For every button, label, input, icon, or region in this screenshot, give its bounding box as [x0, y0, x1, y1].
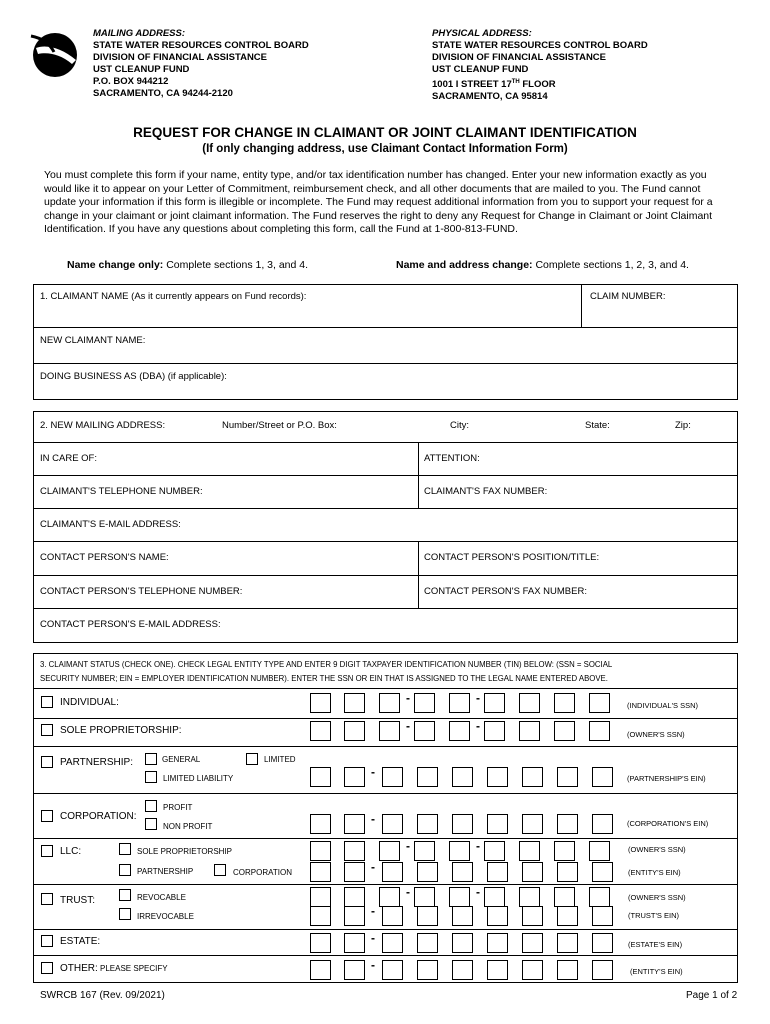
tin-digit-box[interactable]	[452, 960, 473, 980]
claimant-fax-field[interactable]: CLAIMANT'S FAX NUMBER:	[424, 486, 548, 497]
page-number: Page 1 of 2	[686, 990, 738, 1001]
city-field[interactable]: City:	[450, 420, 469, 431]
attention-field[interactable]: ATTENTION:	[424, 453, 480, 464]
tin-digit-box[interactable]	[452, 906, 473, 926]
revocable-label: REVOCABLE	[137, 893, 186, 902]
instruction-text: Complete sections 1, 2, 3, and 4.	[532, 259, 689, 271]
tin-digit-box[interactable]	[310, 906, 331, 926]
profit-label: PROFIT	[163, 803, 193, 812]
tin-digit-box[interactable]	[449, 693, 470, 713]
tin-digit-box[interactable]	[592, 862, 613, 882]
form-title: REQUEST FOR CHANGE IN CLAIMANT OR JOINT CLAIMANT IDENTIFICATION	[133, 125, 637, 140]
contact-title-field[interactable]: CONTACT PERSON'S POSITION/TITLE:	[424, 552, 600, 563]
tin-digit-box[interactable]	[417, 906, 438, 926]
physical-line: UST CLEANUP FUND	[432, 64, 529, 75]
new-mailing-address-field[interactable]: 2. NEW MAILING ADDRESS:	[40, 420, 166, 431]
tin-digit-box[interactable]	[379, 841, 400, 861]
tin-separator: -	[476, 719, 480, 733]
general-label: GENERAL	[162, 755, 201, 764]
tin-digit-box[interactable]	[417, 933, 438, 953]
tin-digit-box[interactable]	[557, 960, 578, 980]
tin-digit-box[interactable]	[487, 933, 508, 953]
tin-digit-box[interactable]	[344, 906, 365, 926]
state-board-logo	[28, 26, 82, 80]
tin-separator: -	[406, 719, 410, 733]
tin-digit-box[interactable]	[344, 721, 365, 741]
other-checkbox[interactable]	[41, 962, 53, 974]
tin-separator: -	[406, 885, 410, 899]
tin-digit-box[interactable]	[382, 906, 403, 926]
tin-digit-box[interactable]	[310, 814, 331, 834]
tin-digit-box[interactable]	[557, 767, 578, 787]
tin-digit-box[interactable]	[557, 933, 578, 953]
trust-label: TRUST:	[60, 895, 95, 906]
tin-digit-box[interactable]	[589, 841, 610, 861]
tin-separator: -	[371, 860, 375, 874]
limited-liability-checkbox[interactable]	[145, 771, 157, 783]
tin-digit-box[interactable]	[414, 841, 435, 861]
partnership-label: PARTNERSHIP:	[60, 757, 133, 768]
tin-digit-box[interactable]	[382, 814, 403, 834]
street-field[interactable]: Number/Street or P.O. Box:	[222, 420, 337, 431]
tin-digit-box[interactable]	[310, 933, 331, 953]
tin-digit-box[interactable]	[310, 693, 331, 713]
tin-digit-box[interactable]	[487, 862, 508, 882]
limited-liability-label: LIMITED LIABILITY	[163, 774, 234, 783]
tin-digit-box[interactable]	[344, 693, 365, 713]
tin-digit-box[interactable]	[452, 862, 473, 882]
partnership-checkbox[interactable]	[41, 756, 53, 768]
instruction-text: Complete sections 1, 3, and 4.	[163, 259, 309, 271]
tin-digit-box[interactable]	[592, 767, 613, 787]
physical-line: SACRAMENTO, CA 95814	[432, 91, 548, 103]
section-3-heading	[40, 658, 612, 686]
llc-checkbox[interactable]	[41, 845, 53, 857]
tin-separator: -	[476, 839, 480, 853]
tin-separator: -	[406, 691, 410, 705]
section-3-line: 3. CLAIMANT STATUS (CHECK ONE). CHECK LEGAL ENTITY TYPE AND ENTER 9 DIGIT TAXPAYER IDENTIFICATION NUMBER (TIN) BELOW: (SSN = SOCIAL	[40, 660, 613, 669]
tin-separator: -	[476, 691, 480, 705]
ssn-note: (INDIVIDUAL'S SSN)	[627, 701, 699, 710]
llc-sole-proprietorship-label: SOLE PROPRIETORSHIP	[137, 847, 232, 856]
tin-separator: -	[406, 839, 410, 853]
ein-note: (CORPORATION'S EIN)	[627, 819, 709, 828]
instruction-name-only	[67, 259, 308, 271]
tin-digit-box[interactable]	[310, 887, 331, 907]
individual-label: INDIVIDUAL:	[60, 697, 119, 708]
tin-digit-box[interactable]	[344, 887, 365, 907]
llc-partnership-label: PARTNERSHIP	[137, 867, 194, 876]
physical-line: STATE WATER RESOURCES CONTROL BOARD	[432, 40, 648, 51]
tin-digit-box[interactable]	[382, 933, 403, 953]
sole-proprietorship-checkbox[interactable]	[41, 724, 53, 736]
tin-digit-box[interactable]	[592, 814, 613, 834]
tin-digit-box[interactable]	[344, 960, 365, 980]
physical-line: DIVISION OF FINANCIAL ASSISTANCE	[432, 52, 607, 63]
ein-note: (ENTITY'S EIN)	[630, 967, 683, 976]
tin-digit-box[interactable]	[417, 862, 438, 882]
tin-separator: -	[476, 885, 480, 899]
tin-digit-box[interactable]	[310, 960, 331, 980]
corporation-label: CORPORATION:	[60, 811, 137, 822]
tin-digit-box[interactable]	[592, 960, 613, 980]
floor-text: FLOOR	[519, 79, 556, 91]
tin-digit-box[interactable]	[344, 841, 365, 861]
tin-digit-box[interactable]	[484, 721, 505, 741]
tin-separator: -	[371, 958, 375, 972]
new-claimant-name-field[interactable]: NEW CLAIMANT NAME:	[40, 335, 146, 346]
llc-sole-proprietorship-checkbox[interactable]	[119, 843, 131, 855]
tin-digit-box[interactable]	[519, 693, 540, 713]
tin-digit-box[interactable]	[554, 841, 575, 861]
tin-digit-box[interactable]	[417, 960, 438, 980]
tin-digit-box[interactable]	[487, 814, 508, 834]
tin-digit-box[interactable]	[310, 721, 331, 741]
tin-digit-box[interactable]	[519, 841, 540, 861]
general-checkbox[interactable]	[145, 753, 157, 765]
tin-digit-box[interactable]	[589, 721, 610, 741]
corporation-checkbox[interactable]	[41, 810, 53, 822]
tin-digit-box[interactable]	[487, 767, 508, 787]
tin-digit-box[interactable]	[382, 862, 403, 882]
mailing-line: DIVISION OF FINANCIAL ASSISTANCE	[93, 52, 268, 63]
tin-digit-box[interactable]	[522, 933, 543, 953]
tin-digit-box[interactable]	[414, 693, 435, 713]
tin-digit-box[interactable]	[484, 693, 505, 713]
limited-checkbox[interactable]	[246, 753, 258, 765]
tin-digit-box[interactable]	[382, 960, 403, 980]
ein-note: (ESTATE'S EIN)	[628, 940, 683, 949]
llc-label: LLC:	[60, 846, 82, 857]
instruction-name-address	[396, 259, 689, 271]
instruction-bold: Name and address change:	[396, 259, 533, 271]
tin-digit-box[interactable]	[449, 887, 470, 907]
revocable-checkbox[interactable]	[119, 889, 131, 901]
tin-digit-box[interactable]	[449, 721, 470, 741]
limited-label: LIMITED	[264, 755, 296, 764]
contact-phone-field[interactable]: CONTACT PERSON'S TELEPHONE NUMBER:	[40, 586, 243, 597]
trust-checkbox[interactable]	[41, 893, 53, 905]
physical-line	[432, 76, 648, 91]
form-subtitle: (If only changing address, use Claimant Contact Information Form)	[202, 143, 568, 155]
other-label	[60, 963, 168, 974]
contact-fax-field[interactable]: CONTACT PERSON'S FAX NUMBER:	[424, 586, 587, 597]
tin-digit-box[interactable]	[522, 960, 543, 980]
claimant-phone-field[interactable]: CLAIMANT'S TELEPHONE NUMBER:	[40, 486, 203, 497]
tin-digit-box[interactable]	[344, 862, 365, 882]
instruction-bold: Name change only:	[67, 259, 164, 271]
ein-note: (ENTITY'S EIN)	[628, 868, 681, 877]
llc-corporation-checkbox[interactable]	[214, 864, 226, 876]
tin-digit-box[interactable]	[379, 721, 400, 741]
tin-digit-box[interactable]	[344, 814, 365, 834]
section-3-line: SECURITY NUMBER; EIN = EMPLOYER IDENTIFICATION NUMBER). ENTER THE SSN OR EIN THAT IS ASSIGNED TO THE LEGAL NAME ENTERED ABOVE.	[40, 674, 608, 683]
mailing-line: SACRAMENTO, CA 94244-2120	[93, 88, 233, 99]
tin-digit-box[interactable]	[554, 887, 575, 907]
mailing-caption: MAILING ADDRESS:	[93, 28, 186, 39]
physical-address	[432, 28, 648, 103]
tin-digit-box[interactable]	[589, 693, 610, 713]
claim-number-field[interactable]: CLAIM NUMBER:	[590, 291, 666, 302]
tin-digit-box[interactable]	[417, 814, 438, 834]
tin-digit-box[interactable]	[557, 906, 578, 926]
tin-digit-box[interactable]	[522, 814, 543, 834]
mailing-line: STATE WATER RESOURCES CONTROL BOARD	[93, 40, 309, 51]
tin-digit-box[interactable]	[310, 862, 331, 882]
tin-digit-box[interactable]	[344, 767, 365, 787]
contact-email-field[interactable]: CONTACT PERSON'S E-MAIL ADDRESS:	[40, 619, 221, 630]
state-field[interactable]: State:	[585, 420, 610, 431]
ordinal-suffix: TH	[511, 79, 520, 85]
ssn-note: (OWNER'S SSN)	[627, 730, 685, 739]
llc-corporation-label: CORPORATION	[233, 868, 292, 877]
tin-digit-box[interactable]	[452, 814, 473, 834]
mailing-line: P.O. BOX 944212	[93, 76, 169, 87]
tin-separator: -	[371, 812, 375, 826]
care-of-field[interactable]: IN CARE OF:	[40, 453, 98, 464]
other-specify-text: PLEASE SPECIFY	[97, 964, 168, 973]
nonprofit-checkbox[interactable]	[145, 818, 157, 830]
tin-digit-box[interactable]	[449, 841, 470, 861]
other-text: OTHER:	[60, 963, 98, 974]
claimant-name-field[interactable]: 1. CLAIMANT NAME (As it currently appears on Fund records):	[40, 291, 307, 302]
irrevocable-label: IRREVOCABLE	[137, 912, 194, 921]
ssn-note: (OWNER'S SSN)	[628, 893, 686, 902]
tin-digit-box[interactable]	[484, 887, 505, 907]
tin-digit-box[interactable]	[557, 862, 578, 882]
tin-digit-box[interactable]	[417, 767, 438, 787]
tin-digit-box[interactable]	[344, 933, 365, 953]
tin-digit-box[interactable]	[487, 906, 508, 926]
tin-digit-box[interactable]	[452, 933, 473, 953]
tin-digit-box[interactable]	[487, 960, 508, 980]
mailing-address	[93, 28, 309, 100]
tin-digit-box[interactable]	[484, 841, 505, 861]
tin-digit-box[interactable]	[452, 767, 473, 787]
physical-caption: PHYSICAL ADDRESS:	[432, 28, 532, 39]
tin-digit-box[interactable]	[592, 906, 613, 926]
tin-digit-box[interactable]	[589, 887, 610, 907]
zip-field[interactable]: Zip:	[675, 420, 691, 431]
street-text: 1001 I STREET 17	[432, 79, 512, 91]
dba-field[interactable]: DOING BUSINESS AS (DBA) (if applicable):	[40, 371, 227, 382]
tin-digit-box[interactable]	[382, 767, 403, 787]
claimant-email-field[interactable]: CLAIMANT'S E-MAIL ADDRESS:	[40, 519, 181, 530]
form-id: SWRCB 167 (Rev. 09/2021)	[40, 990, 165, 1001]
llc-partnership-checkbox[interactable]	[119, 864, 131, 876]
tin-digit-box[interactable]	[554, 721, 575, 741]
tin-separator: -	[371, 904, 375, 918]
tin-digit-box[interactable]	[310, 767, 331, 787]
irrevocable-checkbox[interactable]	[119, 908, 131, 920]
tin-digit-box[interactable]	[379, 693, 400, 713]
tin-digit-box[interactable]	[519, 721, 540, 741]
tin-digit-box[interactable]	[414, 721, 435, 741]
ssn-note: (OWNER'S SSN)	[628, 845, 686, 854]
tin-digit-box[interactable]	[310, 841, 331, 861]
profit-checkbox[interactable]	[145, 800, 157, 812]
tin-digit-box[interactable]	[522, 906, 543, 926]
intro-paragraph: You must complete this form if your name, entity type, and/or tax identification number has changed. Enter your new information exactly as you would like it to appear on your Letter of Commitment, reimbursement check, and all other documents that are mailed to you. The Fund cannot update your information if this form is illegible or incomplete. The Fund may request additional information from you to support your request for a change in your claimant or joint claimant information. The Fund reserves the right to deny any Request for Change in Claimant or Joint Claimant Identification. If you have any questions about completing this form, call the Fund at 1-800-813-FUND.	[44, 169, 713, 236]
estate-label: ESTATE:	[60, 936, 101, 947]
estate-checkbox[interactable]	[41, 935, 53, 947]
mailing-line: UST CLEANUP FUND	[93, 64, 190, 75]
tin-digit-box[interactable]	[519, 887, 540, 907]
individual-checkbox[interactable]	[41, 696, 53, 708]
tin-digit-box[interactable]	[522, 862, 543, 882]
sole-proprietorship-label: SOLE PROPRIETORSHIP:	[60, 725, 182, 736]
ein-note: (TRUST'S EIN)	[628, 911, 680, 920]
tin-digit-box[interactable]	[557, 814, 578, 834]
tin-digit-box[interactable]	[592, 933, 613, 953]
tin-digit-box[interactable]	[522, 767, 543, 787]
tin-separator: -	[371, 931, 375, 945]
ein-note: (PARTNERSHIP'S EIN)	[627, 774, 706, 783]
tin-separator: -	[371, 765, 375, 779]
tin-digit-box[interactable]	[554, 693, 575, 713]
tin-digit-box[interactable]	[414, 887, 435, 907]
nonprofit-label: NON PROFIT	[163, 822, 213, 831]
tin-digit-box[interactable]	[379, 887, 400, 907]
contact-name-field[interactable]: CONTACT PERSON'S NAME:	[40, 552, 169, 563]
